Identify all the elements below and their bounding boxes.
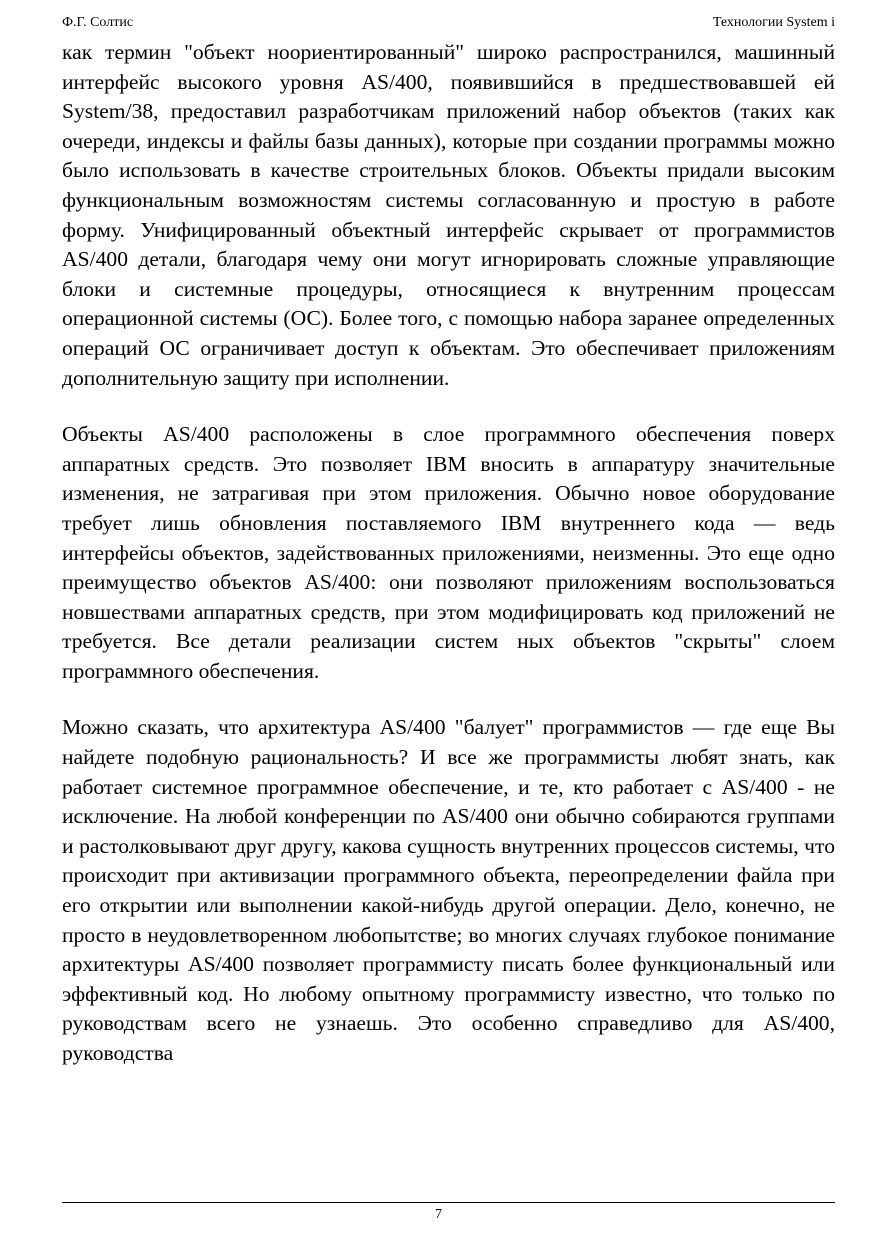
running-header-title: Технологии System i bbox=[712, 15, 835, 30]
body-paragraph-3: Можно сказать, что архитектура AS/400 "балует" программистов — где еще Вы найдете подобную рациональность? И все же программисты любят знать, как работает системное программное обеспечение, и те, кто работает с AS/400 - не исключение. На любой конференции по AS/400 они обычно собираются группами и растолковывают друг другу, какова сущность внутренних процессов системы, что происходит при активизации программного объекта, переопределении файла при его открытии или выполнении какой-нибудь другой операции. Дело, конечно, не просто в неудовлетворенном любопытстве; во многих случаях глубокое понимание архитектуры AS/400 позволяет программисту писать более функциональный или эффективный код. Но любому опытному программисту известно, что только по руководствам всего не узнаешь. Это особенно справедливо для AS/400, руководства bbox=[62, 715, 835, 1065]
body-paragraph-2: Объекты AS/400 расположены в слое программного обеспечения поверх аппаратных средств. Это позволяет IBM вносить в аппаратуру значительные изменения, не затрагивая при этом приложения. Обычно новое оборудование требует лишь обновления поставляемого IBM внутреннего кода — ведь интерфейсы объектов, задействованных приложениями, неизменны. Это еще одно преимущество объектов AS/400: они позволяют приложениям воспользоваться новшествами аппаратных средств, при этом модифицировать код приложений не требуется. Все детали реализации систем ных объектов "скрыты" слоем программного обеспечения. bbox=[62, 422, 835, 683]
page-number: 7 bbox=[435, 1207, 442, 1222]
footer-divider bbox=[62, 1202, 835, 1203]
page-body bbox=[62, 38, 835, 1069]
running-header-author: Ф.Г. Солтис bbox=[62, 15, 134, 30]
body-paragraph-1: как термин "объект ноориентированный" широко распространился, машинный интерфейс высокого уровня AS/400, появившийся в предшествовавшей ей System/38, предоставил разработчикам приложений набор объектов (таких как очереди, индексы и файлы базы данных), которые при создании программы можно было использовать в качестве строительных блоков. Объекты придали высоким функциональным возможностям системы согласованную и простую в работе форму. Унифицированный объектный интерфейс скрывает от программистов AS/400 детали, благодаря чему они могут игнорировать сложные управляющие блоки и системные процедуры, относящиеся к внутренним процессам операционной системы (ОС). Более того, с помощью набора заранее определенных операций ОС ограничивает доступ к объектам. Это обеспечивает приложениям дополнительную защиту при исполнении. bbox=[62, 40, 835, 390]
